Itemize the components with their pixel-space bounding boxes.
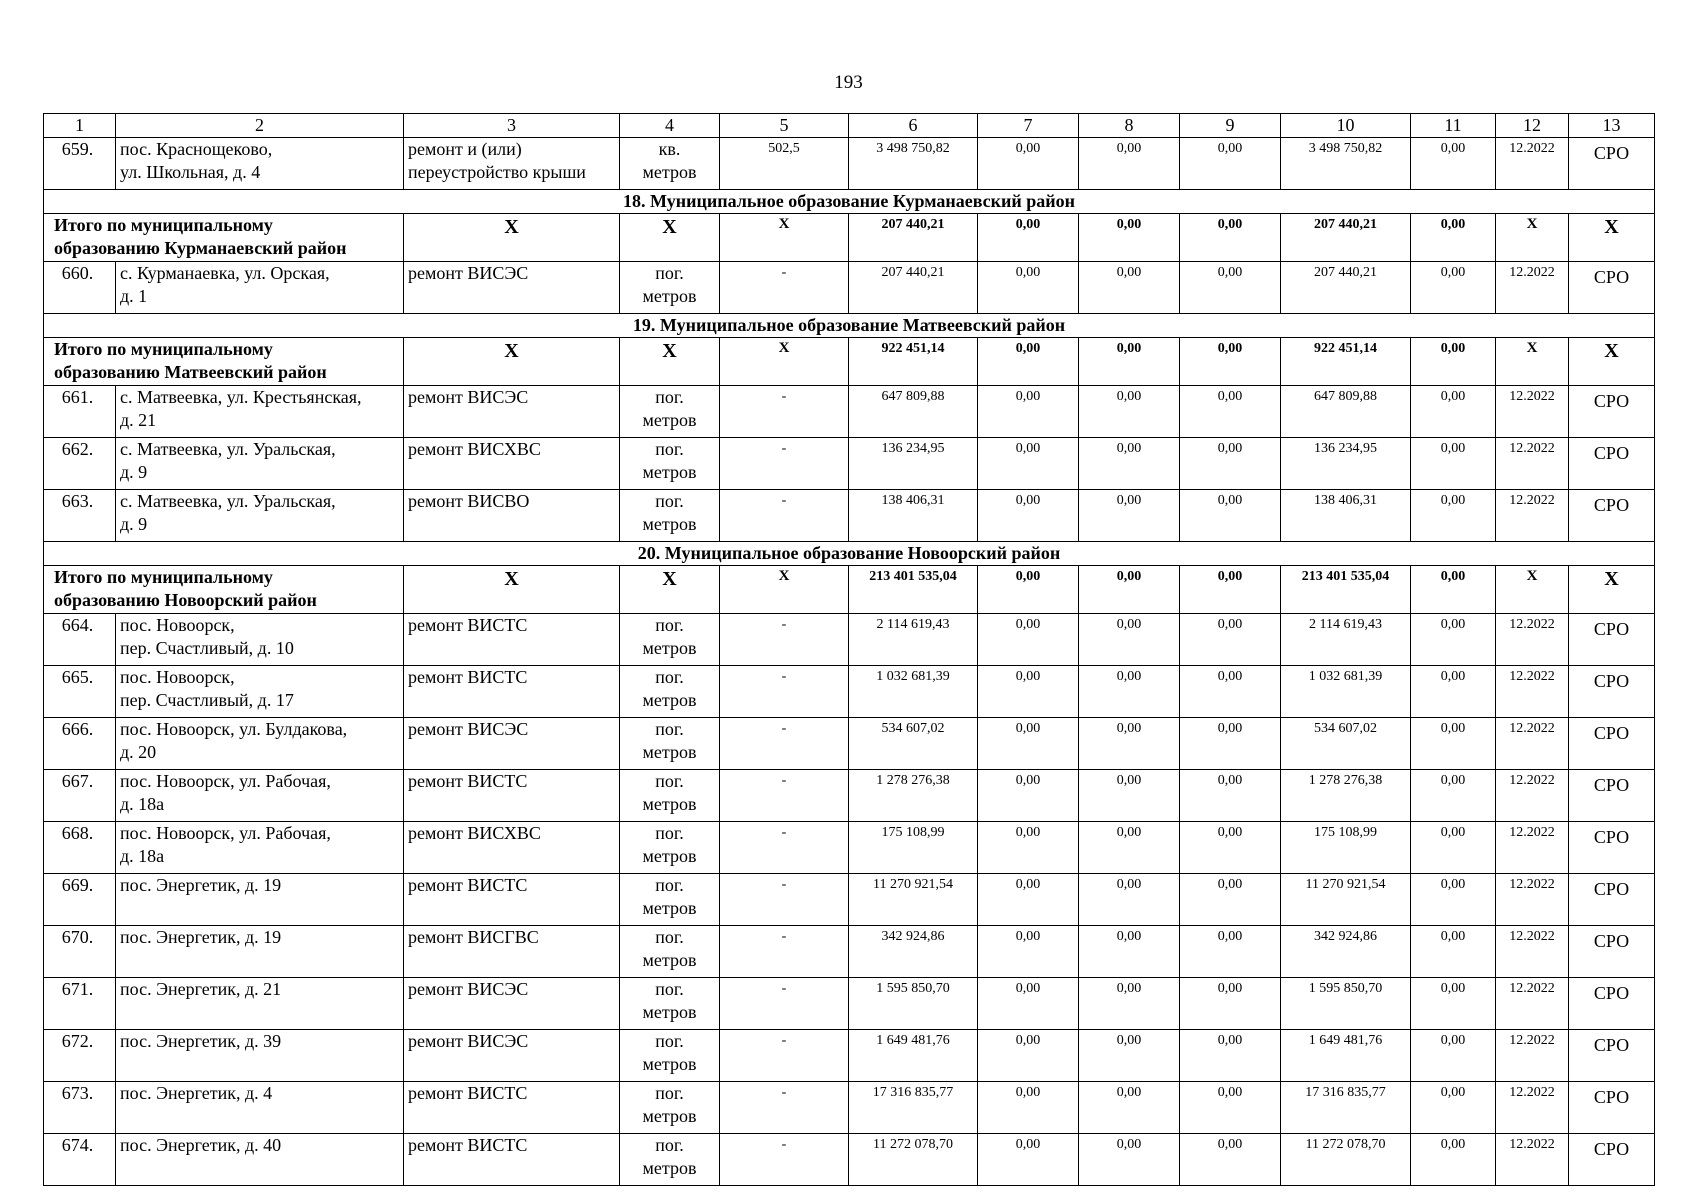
fund-11-cell: 0,00 xyxy=(1411,614,1496,666)
total-cost-cell: 207 440,21 xyxy=(849,262,978,314)
table-row xyxy=(44,978,1655,1030)
date-cell: 12.2022 xyxy=(1496,666,1569,718)
table-row xyxy=(44,770,1655,822)
fund-11-cell: 0,00 xyxy=(1411,1134,1496,1186)
unit-cell: пог. метров xyxy=(620,1134,720,1186)
fund-10-cell: 175 108,99 xyxy=(1281,822,1411,874)
fund-7-cell: 0,00 xyxy=(978,1082,1079,1134)
total-c5: Х xyxy=(720,566,849,614)
total-c9: 0,00 xyxy=(1180,566,1281,614)
quantity-cell: - xyxy=(720,978,849,1030)
date-cell: 12.2022 xyxy=(1496,138,1569,190)
address-cell: пос. Энергетик, д. 19 xyxy=(116,874,404,926)
total-cost-cell: 3 498 750,82 xyxy=(849,138,978,190)
address-cell: с. Матвеевка, ул. Уральская, д. 9 xyxy=(116,438,404,490)
total-c8: 0,00 xyxy=(1079,338,1180,386)
address-cell: пос. Новоорск, пер. Счастливый, д. 17 xyxy=(116,666,404,718)
fund-10-cell: 136 234,95 xyxy=(1281,438,1411,490)
address-cell: пос. Энергетик, д. 40 xyxy=(116,1134,404,1186)
column-number-4: 4 xyxy=(620,114,720,138)
method-cell: СРО xyxy=(1569,1030,1655,1082)
quantity-cell: - xyxy=(720,874,849,926)
fund-10-cell: 3 498 750,82 xyxy=(1281,138,1411,190)
section-header-row xyxy=(44,314,1655,338)
work-type-cell: ремонт ВИСХВС xyxy=(404,438,620,490)
section-total-row xyxy=(44,214,1655,262)
address-cell: пос. Новоорск, пер. Счастливый, д. 10 xyxy=(116,614,404,666)
table-row xyxy=(44,718,1655,770)
row-number: 669. xyxy=(44,874,116,926)
table-row xyxy=(44,822,1655,874)
work-type-cell: ремонт ВИСЭС xyxy=(404,978,620,1030)
fund-9-cell: 0,00 xyxy=(1180,138,1281,190)
table-row xyxy=(44,666,1655,718)
fund-8-cell: 0,00 xyxy=(1079,1030,1180,1082)
method-cell: СРО xyxy=(1569,874,1655,926)
fund-10-cell: 138 406,31 xyxy=(1281,490,1411,542)
fund-7-cell: 0,00 xyxy=(978,770,1079,822)
unit-cell: пог. метров xyxy=(620,386,720,438)
row-number: 665. xyxy=(44,666,116,718)
fund-9-cell: 0,00 xyxy=(1180,1134,1281,1186)
page-number: 193 xyxy=(834,72,863,93)
fund-9-cell: 0,00 xyxy=(1180,438,1281,490)
total-label: Итого по муниципальному образованию Матвеевский район xyxy=(44,338,404,386)
fund-11-cell: 0,00 xyxy=(1411,770,1496,822)
work-type-cell: ремонт ВИСТС xyxy=(404,614,620,666)
fund-8-cell: 0,00 xyxy=(1079,822,1180,874)
total-cost-cell: 1 595 850,70 xyxy=(849,978,978,1030)
row-number: 661. xyxy=(44,386,116,438)
work-type-cell: ремонт ВИСТС xyxy=(404,770,620,822)
fund-11-cell: 0,00 xyxy=(1411,978,1496,1030)
total-c11: 0,00 xyxy=(1411,214,1496,262)
row-number: 662. xyxy=(44,438,116,490)
column-number-2: 2 xyxy=(116,114,404,138)
column-number-7: 7 xyxy=(978,114,1079,138)
method-cell: СРО xyxy=(1569,1134,1655,1186)
total-c13: Х xyxy=(1569,338,1655,386)
fund-7-cell: 0,00 xyxy=(978,386,1079,438)
method-cell: СРО xyxy=(1569,1082,1655,1134)
fund-11-cell: 0,00 xyxy=(1411,262,1496,314)
row-number: 672. xyxy=(44,1030,116,1082)
column-number-13: 13 xyxy=(1569,114,1655,138)
date-cell: 12.2022 xyxy=(1496,1030,1569,1082)
fund-7-cell: 0,00 xyxy=(978,490,1079,542)
quantity-cell: - xyxy=(720,438,849,490)
fund-7-cell: 0,00 xyxy=(978,1030,1079,1082)
address-cell: пос. Новоорск, ул. Булдакова, д. 20 xyxy=(116,718,404,770)
work-type-cell: ремонт ВИСЭС xyxy=(404,718,620,770)
fund-7-cell: 0,00 xyxy=(978,262,1079,314)
method-cell: СРО xyxy=(1569,770,1655,822)
table-row xyxy=(44,1030,1655,1082)
address-cell: пос. Энергетик, д. 21 xyxy=(116,978,404,1030)
date-cell: 12.2022 xyxy=(1496,978,1569,1030)
unit-cell: пог. метров xyxy=(620,438,720,490)
total-cost-cell: 1 278 276,38 xyxy=(849,770,978,822)
total-cost-cell: 11 270 921,54 xyxy=(849,874,978,926)
column-numbers-row xyxy=(44,114,1655,138)
fund-8-cell: 0,00 xyxy=(1079,138,1180,190)
work-type-cell: ремонт ВИСГВС xyxy=(404,926,620,978)
fund-7-cell: 0,00 xyxy=(978,874,1079,926)
total-c5: Х xyxy=(720,338,849,386)
column-number-5: 5 xyxy=(720,114,849,138)
total-c13: Х xyxy=(1569,214,1655,262)
fund-10-cell: 1 649 481,76 xyxy=(1281,1030,1411,1082)
fund-7-cell: 0,00 xyxy=(978,822,1079,874)
quantity-cell: - xyxy=(720,1030,849,1082)
address-cell: пос. Новоорск, ул. Рабочая, д. 18а xyxy=(116,770,404,822)
work-type-cell: ремонт и (или) переустройство крыши xyxy=(404,138,620,190)
fund-7-cell: 0,00 xyxy=(978,718,1079,770)
total-cost-cell: 11 272 078,70 xyxy=(849,1134,978,1186)
method-cell: СРО xyxy=(1569,386,1655,438)
total-c10: 213 401 535,04 xyxy=(1281,566,1411,614)
table-row xyxy=(44,1134,1655,1186)
total-cost-cell: 1 649 481,76 xyxy=(849,1030,978,1082)
date-cell: 12.2022 xyxy=(1496,1082,1569,1134)
work-type-cell: ремонт ВИСТС xyxy=(404,666,620,718)
fund-9-cell: 0,00 xyxy=(1180,926,1281,978)
address-cell: с. Матвеевка, ул. Крестьянская, д. 21 xyxy=(116,386,404,438)
address-cell: пос. Новоорск, ул. Рабочая, д. 18а xyxy=(116,822,404,874)
column-number-9: 9 xyxy=(1180,114,1281,138)
fund-8-cell: 0,00 xyxy=(1079,770,1180,822)
total-c8: 0,00 xyxy=(1079,566,1180,614)
fund-7-cell: 0,00 xyxy=(978,666,1079,718)
total-c3: Х xyxy=(404,214,620,262)
quantity-cell: - xyxy=(720,614,849,666)
fund-7-cell: 0,00 xyxy=(978,614,1079,666)
fund-7-cell: 0,00 xyxy=(978,138,1079,190)
quantity-cell: 502,5 xyxy=(720,138,849,190)
total-c4: Х xyxy=(620,214,720,262)
column-number-10: 10 xyxy=(1281,114,1411,138)
fund-11-cell: 0,00 xyxy=(1411,718,1496,770)
unit-cell: пог. метров xyxy=(620,822,720,874)
fund-7-cell: 0,00 xyxy=(978,926,1079,978)
total-c5: Х xyxy=(720,214,849,262)
column-number-8: 8 xyxy=(1079,114,1180,138)
unit-cell: пог. метров xyxy=(620,770,720,822)
unit-cell: кв. метров xyxy=(620,138,720,190)
table-row xyxy=(44,490,1655,542)
fund-9-cell: 0,00 xyxy=(1180,490,1281,542)
row-number: 671. xyxy=(44,978,116,1030)
total-c13: Х xyxy=(1569,566,1655,614)
section-title: 18. Муниципальное образование Курманаевский район xyxy=(44,190,1655,214)
fund-11-cell: 0,00 xyxy=(1411,1082,1496,1134)
total-label: Итого по муниципальному образованию Курманаевский район xyxy=(44,214,404,262)
fund-11-cell: 0,00 xyxy=(1411,438,1496,490)
address-cell: пос. Краснощеково, ул. Школьная, д. 4 xyxy=(116,138,404,190)
quantity-cell: - xyxy=(720,822,849,874)
method-cell: СРО xyxy=(1569,822,1655,874)
total-cost-cell: 136 234,95 xyxy=(849,438,978,490)
row-number: 673. xyxy=(44,1082,116,1134)
section-title: 19. Муниципальное образование Матвеевский район xyxy=(44,314,1655,338)
date-cell: 12.2022 xyxy=(1496,438,1569,490)
date-cell: 12.2022 xyxy=(1496,874,1569,926)
quantity-cell: - xyxy=(720,926,849,978)
unit-cell: пог. метров xyxy=(620,262,720,314)
fund-7-cell: 0,00 xyxy=(978,1134,1079,1186)
fund-10-cell: 2 114 619,43 xyxy=(1281,614,1411,666)
table-row xyxy=(44,874,1655,926)
date-cell: 12.2022 xyxy=(1496,490,1569,542)
unit-cell: пог. метров xyxy=(620,926,720,978)
method-cell: СРО xyxy=(1569,614,1655,666)
total-cost-cell: 138 406,31 xyxy=(849,490,978,542)
fund-8-cell: 0,00 xyxy=(1079,438,1180,490)
method-cell: СРО xyxy=(1569,262,1655,314)
work-type-cell: ремонт ВИСВО xyxy=(404,490,620,542)
total-c11: 0,00 xyxy=(1411,566,1496,614)
total-c6: 213 401 535,04 xyxy=(849,566,978,614)
fund-10-cell: 1 278 276,38 xyxy=(1281,770,1411,822)
unit-cell: пог. метров xyxy=(620,490,720,542)
fund-9-cell: 0,00 xyxy=(1180,770,1281,822)
method-cell: СРО xyxy=(1569,926,1655,978)
fund-8-cell: 0,00 xyxy=(1079,386,1180,438)
fund-9-cell: 0,00 xyxy=(1180,386,1281,438)
fund-10-cell: 207 440,21 xyxy=(1281,262,1411,314)
total-c3: Х xyxy=(404,338,620,386)
row-number: 664. xyxy=(44,614,116,666)
fund-9-cell: 0,00 xyxy=(1180,666,1281,718)
fund-10-cell: 1 032 681,39 xyxy=(1281,666,1411,718)
table-row xyxy=(44,926,1655,978)
column-number-12: 12 xyxy=(1496,114,1569,138)
quantity-cell: - xyxy=(720,666,849,718)
row-number: 667. xyxy=(44,770,116,822)
table-row xyxy=(44,386,1655,438)
total-c7: 0,00 xyxy=(978,338,1079,386)
fund-10-cell: 11 272 078,70 xyxy=(1281,1134,1411,1186)
table-row xyxy=(44,262,1655,314)
fund-9-cell: 0,00 xyxy=(1180,1030,1281,1082)
date-cell: 12.2022 xyxy=(1496,1134,1569,1186)
fund-10-cell: 11 270 921,54 xyxy=(1281,874,1411,926)
work-type-cell: ремонт ВИСТС xyxy=(404,874,620,926)
total-c4: Х xyxy=(620,338,720,386)
address-cell: с. Матвеевка, ул. Уральская, д. 9 xyxy=(116,490,404,542)
table-row xyxy=(44,438,1655,490)
fund-9-cell: 0,00 xyxy=(1180,614,1281,666)
table-row xyxy=(44,614,1655,666)
unit-cell: пог. метров xyxy=(620,718,720,770)
table-row xyxy=(44,1082,1655,1134)
total-c6: 922 451,14 xyxy=(849,338,978,386)
table-row xyxy=(44,138,1655,190)
total-c3: Х xyxy=(404,566,620,614)
section-total-row xyxy=(44,566,1655,614)
work-type-cell: ремонт ВИСТС xyxy=(404,1134,620,1186)
column-number-6: 6 xyxy=(849,114,978,138)
total-cost-cell: 534 607,02 xyxy=(849,718,978,770)
fund-8-cell: 0,00 xyxy=(1079,926,1180,978)
total-cost-cell: 17 316 835,77 xyxy=(849,1082,978,1134)
fund-9-cell: 0,00 xyxy=(1180,978,1281,1030)
total-c12: Х xyxy=(1496,566,1569,614)
fund-11-cell: 0,00 xyxy=(1411,490,1496,542)
date-cell: 12.2022 xyxy=(1496,770,1569,822)
total-cost-cell: 175 108,99 xyxy=(849,822,978,874)
fund-8-cell: 0,00 xyxy=(1079,614,1180,666)
total-c9: 0,00 xyxy=(1180,338,1281,386)
fund-10-cell: 534 607,02 xyxy=(1281,718,1411,770)
total-c8: 0,00 xyxy=(1079,214,1180,262)
fund-11-cell: 0,00 xyxy=(1411,822,1496,874)
unit-cell: пог. метров xyxy=(620,978,720,1030)
fund-8-cell: 0,00 xyxy=(1079,1134,1180,1186)
row-number: 670. xyxy=(44,926,116,978)
total-c9: 0,00 xyxy=(1180,214,1281,262)
fund-10-cell: 1 595 850,70 xyxy=(1281,978,1411,1030)
date-cell: 12.2022 xyxy=(1496,822,1569,874)
works-table xyxy=(43,113,1655,1186)
row-number: 659. xyxy=(44,138,116,190)
unit-cell: пог. метров xyxy=(620,1030,720,1082)
total-c11: 0,00 xyxy=(1411,338,1496,386)
total-c7: 0,00 xyxy=(978,214,1079,262)
work-type-cell: ремонт ВИСТС xyxy=(404,1082,620,1134)
row-number: 660. xyxy=(44,262,116,314)
section-header-row xyxy=(44,542,1655,566)
fund-11-cell: 0,00 xyxy=(1411,874,1496,926)
address-cell: пос. Энергетик, д. 39 xyxy=(116,1030,404,1082)
fund-10-cell: 342 924,86 xyxy=(1281,926,1411,978)
table-body xyxy=(44,114,1655,1186)
fund-9-cell: 0,00 xyxy=(1180,1082,1281,1134)
total-c12: Х xyxy=(1496,214,1569,262)
fund-8-cell: 0,00 xyxy=(1079,262,1180,314)
fund-9-cell: 0,00 xyxy=(1180,822,1281,874)
fund-8-cell: 0,00 xyxy=(1079,1082,1180,1134)
section-header-row xyxy=(44,190,1655,214)
total-c6: 207 440,21 xyxy=(849,214,978,262)
fund-7-cell: 0,00 xyxy=(978,438,1079,490)
method-cell: СРО xyxy=(1569,666,1655,718)
fund-9-cell: 0,00 xyxy=(1180,874,1281,926)
work-type-cell: ремонт ВИСХВС xyxy=(404,822,620,874)
quantity-cell: - xyxy=(720,490,849,542)
date-cell: 12.2022 xyxy=(1496,718,1569,770)
total-c4: Х xyxy=(620,566,720,614)
fund-8-cell: 0,00 xyxy=(1079,490,1180,542)
fund-8-cell: 0,00 xyxy=(1079,718,1180,770)
quantity-cell: - xyxy=(720,1134,849,1186)
method-cell: СРО xyxy=(1569,718,1655,770)
fund-11-cell: 0,00 xyxy=(1411,1030,1496,1082)
row-number: 666. xyxy=(44,718,116,770)
fund-11-cell: 0,00 xyxy=(1411,386,1496,438)
row-number: 674. xyxy=(44,1134,116,1186)
fund-8-cell: 0,00 xyxy=(1079,666,1180,718)
section-total-row xyxy=(44,338,1655,386)
section-title: 20. Муниципальное образование Новоорский район xyxy=(44,542,1655,566)
total-c10: 922 451,14 xyxy=(1281,338,1411,386)
work-type-cell: ремонт ВИСЭС xyxy=(404,386,620,438)
method-cell: СРО xyxy=(1569,438,1655,490)
method-cell: СРО xyxy=(1569,490,1655,542)
date-cell: 12.2022 xyxy=(1496,614,1569,666)
fund-9-cell: 0,00 xyxy=(1180,718,1281,770)
fund-8-cell: 0,00 xyxy=(1079,874,1180,926)
column-number-1: 1 xyxy=(44,114,116,138)
unit-cell: пог. метров xyxy=(620,614,720,666)
total-c7: 0,00 xyxy=(978,566,1079,614)
method-cell: СРО xyxy=(1569,138,1655,190)
unit-cell: пог. метров xyxy=(620,1082,720,1134)
fund-8-cell: 0,00 xyxy=(1079,978,1180,1030)
quantity-cell: - xyxy=(720,386,849,438)
method-cell: СРО xyxy=(1569,978,1655,1030)
fund-11-cell: 0,00 xyxy=(1411,666,1496,718)
unit-cell: пог. метров xyxy=(620,874,720,926)
row-number: 668. xyxy=(44,822,116,874)
fund-10-cell: 647 809,88 xyxy=(1281,386,1411,438)
quantity-cell: - xyxy=(720,770,849,822)
total-cost-cell: 342 924,86 xyxy=(849,926,978,978)
fund-7-cell: 0,00 xyxy=(978,978,1079,1030)
date-cell: 12.2022 xyxy=(1496,262,1569,314)
address-cell: с. Курманаевка, ул. Орская, д. 1 xyxy=(116,262,404,314)
fund-11-cell: 0,00 xyxy=(1411,138,1496,190)
total-cost-cell: 647 809,88 xyxy=(849,386,978,438)
total-c12: Х xyxy=(1496,338,1569,386)
fund-10-cell: 17 316 835,77 xyxy=(1281,1082,1411,1134)
work-type-cell: ремонт ВИСЭС xyxy=(404,262,620,314)
date-cell: 12.2022 xyxy=(1496,926,1569,978)
address-cell: пос. Энергетик, д. 4 xyxy=(116,1082,404,1134)
total-cost-cell: 2 114 619,43 xyxy=(849,614,978,666)
date-cell: 12.2022 xyxy=(1496,386,1569,438)
total-cost-cell: 1 032 681,39 xyxy=(849,666,978,718)
address-cell: пос. Энергетик, д. 19 xyxy=(116,926,404,978)
unit-cell: пог. метров xyxy=(620,666,720,718)
fund-11-cell: 0,00 xyxy=(1411,926,1496,978)
total-label: Итого по муниципальному образованию Новоорский район xyxy=(44,566,404,614)
quantity-cell: - xyxy=(720,1082,849,1134)
column-number-3: 3 xyxy=(404,114,620,138)
fund-9-cell: 0,00 xyxy=(1180,262,1281,314)
column-number-11: 11 xyxy=(1411,114,1496,138)
total-c10: 207 440,21 xyxy=(1281,214,1411,262)
quantity-cell: - xyxy=(720,262,849,314)
row-number: 663. xyxy=(44,490,116,542)
quantity-cell: - xyxy=(720,718,849,770)
work-type-cell: ремонт ВИСЭС xyxy=(404,1030,620,1082)
